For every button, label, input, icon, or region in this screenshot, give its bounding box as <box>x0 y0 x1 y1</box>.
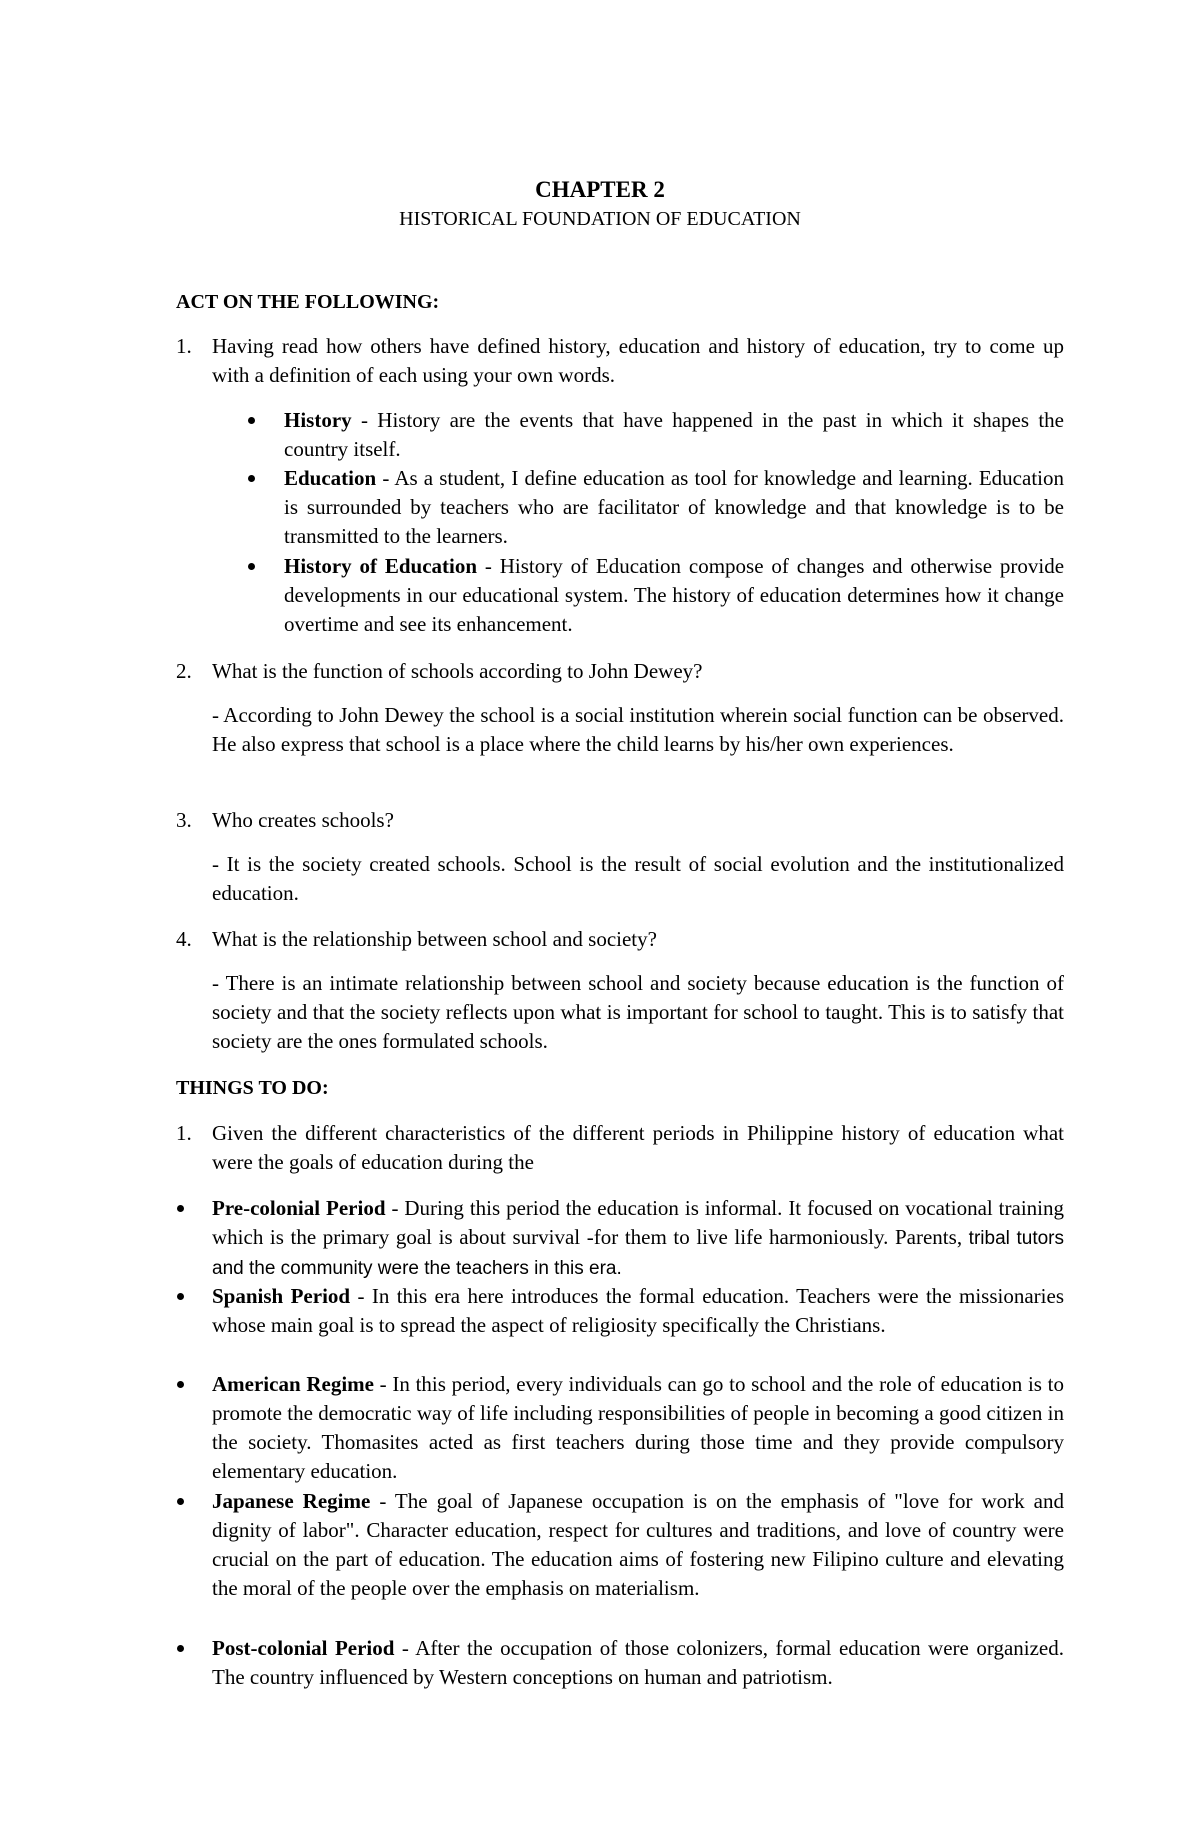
bullet-term: American Regime <box>212 1372 374 1396</box>
bullet-dot <box>248 563 255 570</box>
act-question-1 <box>176 332 1064 390</box>
definition-education <box>248 464 1064 551</box>
bullet-term: History <box>284 408 352 432</box>
act-question-2 <box>176 657 1064 686</box>
question-number: 3. <box>176 808 192 832</box>
bullet-term: Education <box>284 466 377 490</box>
bullet-text: - As a student, I define education as tool for knowledge and learning. Education is surrounded by teachers who are facilitator of knowledge and that knowledge is to be transmitted to the learners. <box>284 466 1064 548</box>
definition-history-of-education <box>248 552 1064 639</box>
bullet-term: Spanish Period <box>212 1284 351 1308</box>
question-number: 1. <box>176 1121 192 1145</box>
todo-section-heading: THINGS TO DO: <box>176 1077 329 1099</box>
bullet-term: Pre-colonial Period <box>212 1196 386 1220</box>
bullet-text: - History of Education compose of changes and otherwise provide developments in our educational system. The history of education determines how it change overtime and see its enhancement. <box>284 554 1065 636</box>
question-text: Having read how others have defined history, education and history of education, try to come up with a definition of each using your own words. <box>212 334 1064 387</box>
act-question-4 <box>176 925 1064 954</box>
chapter-title: HISTORICAL FOUNDATION OF EDUCATION <box>399 208 801 230</box>
bullet-text: - After the occupation of those colonizers, formal education were organized. The country influenced by Western conceptions on human and patriotism. <box>212 1636 1064 1689</box>
period-american <box>176 1370 1064 1486</box>
bullet-term: Post-colonial Period <box>212 1636 395 1660</box>
question-number: 1. <box>176 334 192 358</box>
bullet-dot <box>177 1645 184 1652</box>
question-number: 4. <box>176 927 192 951</box>
bullet-dot <box>177 1381 184 1388</box>
question-text: Who creates schools? <box>212 808 394 832</box>
period-japanese <box>176 1487 1064 1603</box>
question-text: What is the function of schools according to John Dewey? <box>212 659 703 683</box>
period-spanish <box>176 1282 1064 1340</box>
bullet-text: - History are the events that have happened in the past in which it shapes the country itself. <box>284 408 1064 461</box>
act-section-heading: ACT ON THE FOLLOWING: <box>176 291 440 313</box>
question-text: What is the relationship between school and society? <box>212 927 657 951</box>
bullet-dot <box>248 475 255 482</box>
question-number: 2. <box>176 659 192 683</box>
act-question-3 <box>176 806 1064 835</box>
answer-4: - There is an intimate relationship between school and society because education is the function of society and that the society reflects upon what is important for school to taught. This is to satisfy that society are the ones formulated schools. <box>212 971 1064 1053</box>
bullet-text: - The goal of Japanese occupation is on the emphasis of "love for work and dignity of labor". Character education, respect for cultures and traditions, and love of country were crucial on the part of education. The education aims of fostering new Filipino culture and elevating the moral of the people over the emphasis on materialism. <box>212 1489 1064 1600</box>
bullet-dot <box>177 1498 184 1505</box>
definition-history <box>248 406 1064 464</box>
bullet-dot <box>177 1293 184 1300</box>
period-pre-colonial <box>176 1194 1064 1283</box>
answer-3: - It is the society created schools. School is the result of social evolution and the institutionalized education. <box>212 852 1064 905</box>
bullet-term: History of Education <box>284 554 478 578</box>
bullet-term: Japanese Regime <box>212 1489 371 1513</box>
period-post-colonial <box>176 1634 1064 1692</box>
bullet-dot <box>248 417 255 424</box>
bullet-dot <box>177 1205 184 1212</box>
chapter-heading: CHAPTER 2 <box>535 177 665 202</box>
answer-2: - According to John Dewey the school is a social institution wherein social function can be observed. He also express that school is a place where the child learns by his/her own experiences. <box>212 703 1064 756</box>
question-text: Given the different characteristics of the different periods in Philippine history of education what were the goals of education during the <box>212 1121 1064 1174</box>
bullet-text-sans: tribal tutors and the community were the teachers in this era. <box>212 1228 1065 1279</box>
bullet-text: - During this period the education is informal. It focused on vocational training which is the primary goal is about survival -for them to live life harmoniously. Parents, <box>212 1196 1064 1249</box>
bullet-text: - In this era here introduces the formal education. Teachers were the missionaries whose main goal is to spread the aspect of religiosity specifically the Christians. <box>212 1284 1064 1337</box>
todo-question-1 <box>176 1119 1064 1177</box>
bullet-text: - In this period, every individuals can go to school and the role of education is to promote the democratic way of life including responsibilities of people in becoming a good citizen in the society. Thomasites acted as first teachers during those time and they provide compulsory elementary education. <box>212 1372 1064 1483</box>
